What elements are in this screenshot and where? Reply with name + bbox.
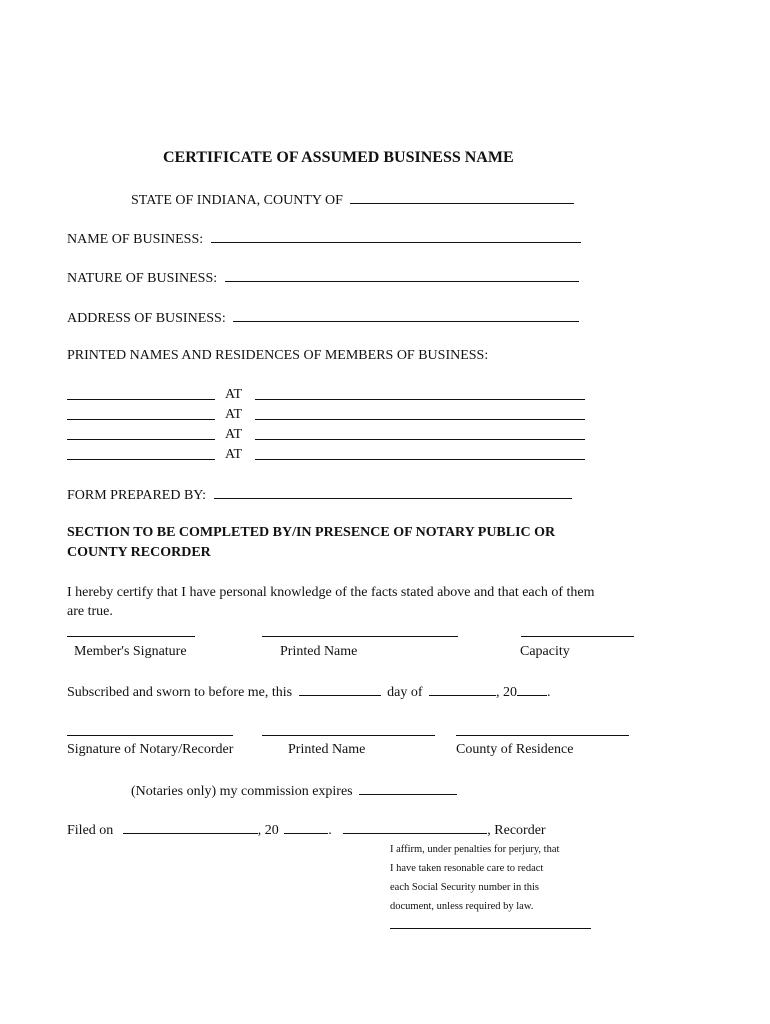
recorder-name-field[interactable] <box>343 820 487 834</box>
member-at-label-4: AT <box>225 447 243 462</box>
recorder-label: , Recorder <box>487 823 546 838</box>
member-signature-label: Member's Signature <box>74 644 187 659</box>
page-title: CERTIFICATE OF ASSUMED BUSINESS NAME <box>163 149 514 166</box>
affirmation-signature-field[interactable] <box>390 928 591 929</box>
name-of-business-label: NAME OF BUSINESS: <box>67 232 204 247</box>
filed-date-field[interactable] <box>123 820 258 834</box>
nature-of-business-field[interactable] <box>225 268 579 282</box>
member-at-label-3: AT <box>225 427 243 442</box>
form-prepared-by-field[interactable] <box>214 485 572 499</box>
commission-expires-field[interactable] <box>359 781 457 795</box>
filed-year-prefix: , 20 <box>257 823 279 838</box>
member-residence-field-3[interactable] <box>255 439 585 440</box>
filed-row <box>67 820 546 840</box>
county-of-residence-label: County of Residence <box>456 742 574 757</box>
affirmation-line2: I have taken resonable care to redact <box>390 863 544 874</box>
sworn-row <box>67 682 551 702</box>
members-heading: PRINTED NAMES AND RESIDENCES OF MEMBERS OF BUSINESS: <box>67 348 489 363</box>
state-county-label: STATE OF INDIANA, COUNTY OF <box>131 193 343 208</box>
address-of-business-row <box>67 308 579 328</box>
affirmation-line3: each Social Security number in this <box>390 882 540 893</box>
notary-signature-field[interactable] <box>67 735 233 736</box>
filed-prefix: Filed on <box>67 823 114 838</box>
sworn-day-field[interactable] <box>299 682 381 696</box>
member-residence-field-2[interactable] <box>255 419 585 420</box>
capacity-label: Capacity <box>520 644 570 659</box>
name-of-business-field[interactable] <box>211 229 581 243</box>
member-name-field-4[interactable] <box>67 459 215 460</box>
sworn-year-field[interactable] <box>517 682 547 696</box>
filed-year-field[interactable] <box>284 820 328 834</box>
notary-printed-name-label: Printed Name <box>288 742 366 757</box>
nature-of-business-label: NATURE OF BUSINESS: <box>67 271 218 286</box>
member-printed-name-field[interactable] <box>262 636 458 637</box>
sworn-suffix: . <box>547 685 551 700</box>
notary-section-heading-line1: SECTION TO BE COMPLETED BY/IN PRESENCE OF NOTARY PUBLIC OR <box>67 525 556 540</box>
commission-row <box>131 781 457 801</box>
county-of-residence-field[interactable] <box>456 735 629 736</box>
member-at-label-2: AT <box>225 407 243 422</box>
member-name-field-1[interactable] <box>67 399 215 400</box>
sworn-day-of: day of <box>387 685 423 700</box>
name-of-business-row <box>67 229 581 249</box>
commission-label: (Notaries only) my commission expires <box>131 784 353 799</box>
notary-signature-label: Signature of Notary/Recorder <box>67 742 234 757</box>
filed-dot: . <box>328 823 332 838</box>
affirmation-line1: I affirm, under penalties for perjury, that <box>390 844 560 855</box>
certify-text-line1: I hereby certify that I have personal knowledge of the facts stated above and that each of them <box>67 585 595 600</box>
member-printed-name-label: Printed Name <box>280 644 358 659</box>
notary-printed-name-field[interactable] <box>262 735 435 736</box>
member-signature-field[interactable] <box>67 636 195 637</box>
sworn-month-field[interactable] <box>429 682 496 696</box>
capacity-field[interactable] <box>521 636 634 637</box>
nature-of-business-row <box>67 268 579 288</box>
member-name-field-2[interactable] <box>67 419 215 420</box>
member-residence-field-1[interactable] <box>255 399 585 400</box>
form-prepared-by-label: FORM PREPARED BY: <box>67 488 207 503</box>
member-at-label-1: AT <box>225 387 243 402</box>
member-name-field-3[interactable] <box>67 439 215 440</box>
notary-section-heading-line2: COUNTY RECORDER <box>67 545 211 560</box>
county-field[interactable] <box>350 190 574 204</box>
sworn-prefix: Subscribed and sworn to before me, this <box>67 685 293 700</box>
sworn-year-prefix: , 20 <box>496 685 518 700</box>
address-of-business-field[interactable] <box>233 308 579 322</box>
member-residence-field-4[interactable] <box>255 459 585 460</box>
certify-text-line2: are true. <box>67 604 113 619</box>
address-of-business-label: ADDRESS OF BUSINESS: <box>67 311 226 326</box>
affirmation-line4: document, unless required by law. <box>390 901 534 912</box>
state-county-row <box>131 190 574 210</box>
form-prepared-by-row <box>67 485 572 505</box>
